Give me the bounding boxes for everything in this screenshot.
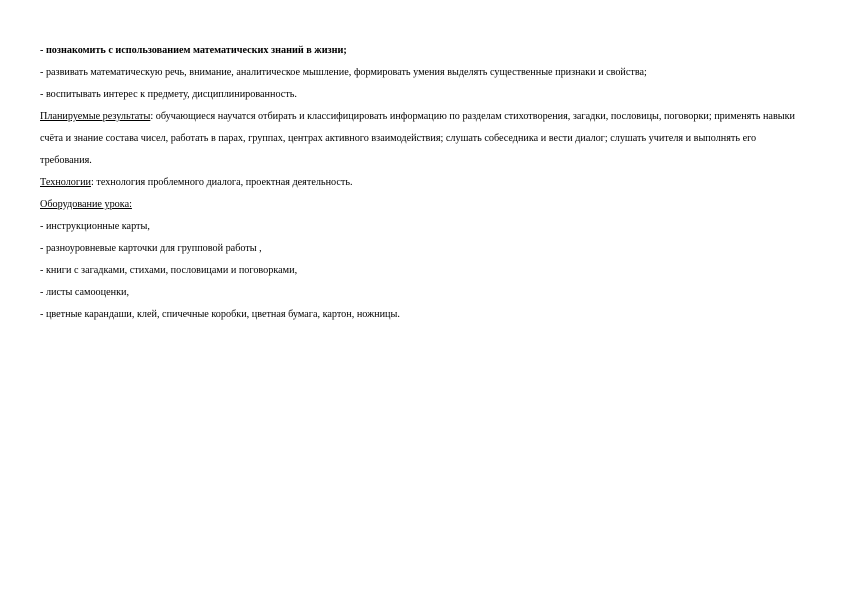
technologies-label: Технологии — [40, 177, 91, 188]
equipment-item: - книги с загадками, стихами, пословицами и поговорками, — [40, 265, 298, 276]
goal-line-1: - познакомить с использованием математических знаний в жизни; — [40, 45, 347, 56]
planned-results-paragraph — [40, 106, 800, 172]
planned-results-label: Планируемые результаты — [40, 111, 151, 122]
equipment-item: - разноуровневые карточки для групповой работы , — [40, 243, 262, 254]
document-page — [40, 40, 810, 326]
equipment-item: - инструкционные карты, — [40, 221, 150, 232]
equipment-item: - цветные карандаши, клей, спичечные коробки, цветная бумага, картон, ножницы. — [40, 309, 400, 320]
planned-results-text: : обучающиеся научатся отбирать и классифицировать информацию по разделам стихотворения, загадки, пословицы, поговорки; применять навыки счёта и знание состава чисел, работать в парах, группах, центрах активного взаимодействия; слушать собеседника и вести диалог; слушать учителя и выполнять его требования. — [40, 111, 796, 166]
equipment-heading: Оборудование урока: — [40, 199, 132, 210]
goal-line-2: - развивать математическую речь, внимание, аналитическое мышление, формировать умения выделять существенные признаки и свойства; — [40, 67, 647, 78]
technologies-text: : технология проблемного диалога, проектная деятельность. — [91, 177, 353, 188]
technologies-line — [40, 172, 810, 194]
goal-line-3: - воспитывать интерес к предмету, дисциплинированность. — [40, 89, 297, 100]
equipment-item: - листы самооценки, — [40, 287, 130, 298]
